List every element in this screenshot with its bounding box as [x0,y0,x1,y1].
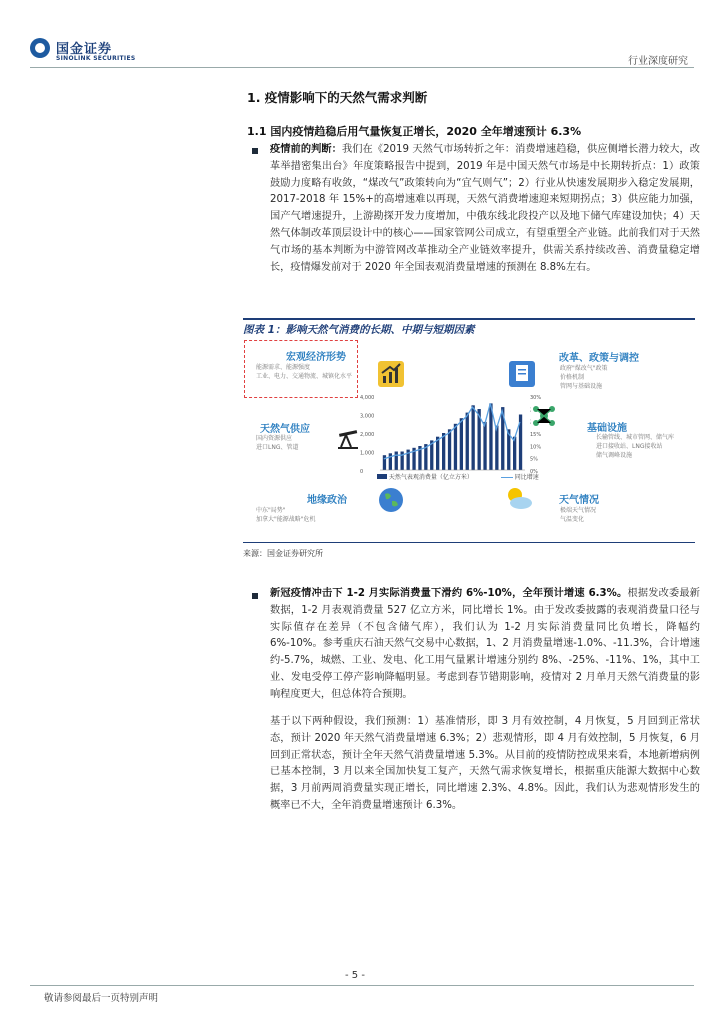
growth-chart-icon [378,361,404,387]
paragraph-text: 基于以下两种假设，我们预测：1）基准情形，即 3 月有效控制，4 月恢复，5 月回到正常状态，预计 2020 年天然气消费量增速 6.3%；2）悲观情形，即 4 月有效控制，5 月恢复，6 月回到正常状态，预计全年天然气消费量增速 5.3%。从目前的疫情防控成果来看，本地新增病例已基本控制，3 月以来全国加快复工复产，天然气需求恢复增长，根据重庆能源大数据中心数据，3 月前两周消费量实现正增长，同比增速 2.3%、4.8%。因此，我们认为悲观情形发生的概率已不大，全年消费量增速预计 6.3%。 [270,716,700,811]
chart-bar [448,429,451,470]
reform-item: 管网与基础设施 [560,383,603,390]
macro-items [256,363,352,381]
legend-bar-swatch [377,474,387,479]
infra-item: 储气调峰设施 [596,452,633,459]
policy-document-icon [509,361,535,387]
chart-bar [513,437,516,470]
weather-item: 极端天气情况 [560,507,597,514]
footer-disclaimer: 敬请参阅最后一页特别声明 [44,993,159,1004]
chart-bar [472,405,475,470]
infra-item: 进口接收站、LNG接收站 [596,443,663,450]
y-tick-label: 0 [360,469,364,475]
paragraph-text: 根据发改委最新数据，1-2 月表观消费量 527 亿立方米，同比增长 1%。由于发改委披露的表观消费量口径与实际值存在差异（不包含储气库），我们认为 1-2 月实际消费量同比负增长，降幅约 6%-10%。参考重庆石油天然气交易中心数据，1、2 月消费量增速-1.0%、-11.3%，合计增速约-5.7%，城燃、工业、发电、化工用气量累计增速分别约 8%、-25%、-11%、1%，其中工业、发电受停工停产影响降幅明显。考虑到春节错期影响，疫情对 2 月单月天然气消费量的影响程度更大，但总体符合预期。 [270,588,700,700]
reform-label: 改革、政策与调控 [559,353,639,364]
paragraph-epidemic-impact [270,586,700,704]
chart-bar [495,426,498,470]
logo-text-cn: 国金证券 [56,42,113,57]
company-logo-icon [30,38,50,58]
legend-line-label: 同比增速 [514,474,539,481]
macro-label: 宏观经济形势 [286,352,346,363]
report-type: 行业深度研究 [628,56,688,67]
legend-bar-label: 天然气表观消费量（亿立方米） [388,474,473,481]
consumption-chart [360,390,550,485]
weather-icon [503,486,535,512]
weather-label: 天气情况 [559,495,599,506]
supply-item: 国内资源供应 [256,435,293,442]
geo-item: 加拿大"能源战略"危机 [256,516,316,523]
paragraph-lead: 疫情前的判断： [270,144,342,155]
y2-tick-label: 30% [530,395,542,401]
footer-divider [30,985,694,986]
weather-item: 气温变化 [560,516,585,523]
infrastructure-icon [531,403,557,429]
chart-bar [395,452,398,471]
figure-title: 图表 1：影响天然气消费的长期、中期与短期因素 [243,324,475,336]
paragraph-text: 我们在《2019 天然气市场转折之年：消费增速趋稳，供应侧增长潜力较大，改革举措密集出台》年度策略报告中提到，2019 年是中国天然气市场是中长期转折点：1）政策鼓励力度略有收敛，“煤改气”政策转向为“宜气则气”；2）行业从快速发展期步入稳定发展期，2017-2018 年 15%+的高增速难以再现，天然气消费增速迎来短期拐点；3）供应能力加强，国产气增速提升，上游勘探开发力度增加，中俄东线北段投产以及地下储气库建设加快；4）天然气体制改革顶层设计中的核心——国家管网公司成立，有望重塑全产业链。此前我们对于天然气市场的基本判断为中游管网改革推动全产业链效率提升，供需关系持续改善、消费量稳定增长，疫情爆发前对于 2020 年全国表观消费量增速的预测在 8.8%左右。 [270,144,700,273]
header-divider [30,67,694,68]
reform-item: 价格机制 [560,374,585,381]
chart-bar [460,418,463,470]
growth-line [384,403,520,459]
y2-tick-label: 15% [530,432,542,438]
figure-bottom-rule [243,542,695,543]
legend-line-swatch [501,477,513,478]
infra-label: 基础设施 [587,423,627,434]
paragraph-lead: 新冠疫情冲击下 1-2 月实际消费量下滑约 6%-10%，全年预计增速 6.3%。 [270,588,628,599]
macro-item: 工业、电力、交通物流、城镇化水平 [256,373,353,380]
bullet-icon [252,148,258,154]
geo-item: 中东"局势" [256,507,286,514]
supply-label: 天然气供应 [260,424,310,435]
chart-bar [454,424,457,470]
oil-pump-icon [335,425,361,451]
paragraph-pre-epidemic [270,142,700,276]
geo-label: 地缘政治 [307,495,347,506]
chart-legend [377,472,539,481]
chart-bar [383,455,386,470]
chart-bar [442,433,445,470]
supply-item: 进口LNG、管道 [256,444,299,451]
y-tick-label: 4,000 [360,395,375,401]
chart-bar [466,413,469,470]
page-number: - 5 - [345,970,365,981]
globe-icon [377,486,405,514]
reform-item: 政府"煤改气"政策 [560,365,608,372]
paragraph-forecast [270,714,700,815]
y-tick-label: 2,000 [360,432,375,438]
y2-tick-label: 10% [530,444,542,451]
y-tick-label: 3,000 [360,413,375,420]
geo-items [256,506,356,524]
chart-bar [483,422,486,470]
y2-tick-label: 0% [530,469,538,475]
y-axis-ticks [360,395,374,475]
section-title: 1. 疫情影响下的天然气需求判断 [247,90,428,105]
y2-tick-label: 5% [530,456,538,463]
infra-item: 长输管线、城市管网、储气库 [596,434,675,441]
reform-items [560,364,680,391]
figure-source: 来源：国金证券研究所 [243,549,323,558]
infra-items [596,433,686,460]
weather-items [560,506,680,524]
macro-item: 能源需求、能源强度 [256,364,311,371]
bullet-icon [252,593,258,599]
chart-bar [436,437,439,470]
logo-text-en: SINOLINK SECURITIES [56,55,136,62]
figure-top-rule [243,318,695,320]
section-subtitle: 1.1 国内疫情趋稳后用气量恢复正增长，2020 全年增速预计 6.3% [247,125,582,138]
y-tick-label: 1,000 [360,450,375,457]
